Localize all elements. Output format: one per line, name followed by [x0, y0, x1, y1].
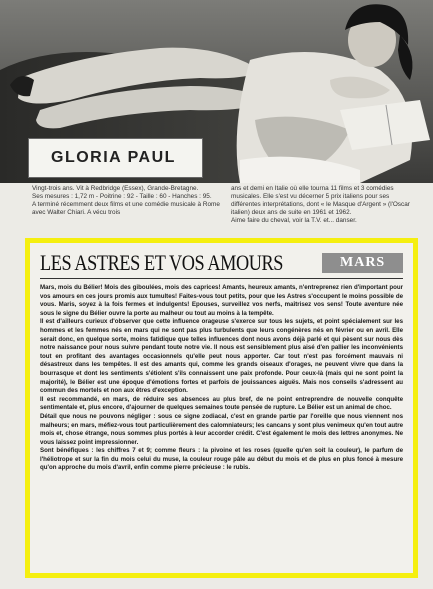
caption-paragraph: A terminé récemment deux films et une comédie musicale à Rome avec Walter Chiari. A vécu trois — [32, 201, 220, 217]
photo-gloria-paul — [0, 0, 433, 183]
caption-paragraph: ans et demi en Italie où elle tourna 11 films et 3 comédies musicales. Elle s'est vu décerner 5 prix italiens pour ses différentes interprétations, dont « le Masque d'Argent » (l'Oscar italien) deux ans de suite en 1961 et 1962. — [231, 185, 410, 217]
article-header — [40, 251, 403, 279]
model-name: GLORIA PAUL — [51, 149, 176, 166]
month-badge: MARS — [322, 253, 403, 273]
caption-paragraph: Vingt-trois ans. Vit à Redbridge (Essex), Grande-Bretagne. — [32, 185, 199, 192]
article-paragraph: Il est d'ailleurs curieux d'observer que cette influence orageuse s'exerce sur tous les sujets, et point spécialement sur les hommes et les femmes nés en mars qui ne sont pas plus turbulents que leurs congénères nés en février ou en avril. Elle serait donc, en quelque sorte, moins fatidique que telles influences dont nous avons déjà parlé et qui pèsent sur nous dès notre naissance pour nous suivre pendant toute notre vie. Il nous est sensiblement plus aisé d'en pallier les inconvénients tout en profitant des avantages occasionnels qu'elle peut nous apporter. Car tout n'est pas forcément mauvais ni désastreux dans les tempêtes. Il est des amants qui, comme les grands oiseaux d'orages, ne peuvent vivre que dans la bourrasque et dont les sentiments s'étiolent s'ils connaissent une paix profonde. Pour ceux-là (mais qui ne sont point la majorité), le Bélier est une époque d'émotions fortes et parfois de jouissances aiguës. Mais nos conseils s'adressent au commun des mortels et non aux êtres d'exception. — [40, 318, 403, 395]
article-paragraph: Il est recommandé, en mars, de réduire ses absences au plus bref, de ne point entreprendre de nouvelle conquête sentimentale et, plus encore, d'ajourner de quelques semaines toute pensée de rupture. Le Bélier est un animal de choc. — [40, 395, 403, 412]
caption-right-column — [231, 185, 411, 225]
article-body — [40, 284, 403, 473]
article-paragraph: Mars, mois du Bélier! Mois des giboulées, mois des caprices! Amants, heureux amants, n'entreprenez rien d'important pour vos amours en ces jours promis aux tumultes! Faites-vous tout petits, pour que les Astres s'occupent le moins possible de vous. Maris, soyez à la fois fermes et indulgents! Epouses, surveillez vos nerfs, maîtrisez vos sens! Toute aventure née sous le signe du Bélier ouvre la porte au malheur ou tout au moins à la tempête. — [40, 284, 403, 317]
caption-paragraph: Ses mesures : 1,72 m - Poitrine : 92 - Taille : 60 - Hanches : 95. — [32, 193, 212, 201]
horoscope-article — [25, 238, 418, 578]
article-paragraph: Sont bénéfiques : les chiffres 7 et 9; comme fleurs : la pivoine et les roses (quelle qu'en soit la couleur), le parfum de l'héliotrope et sur la fin du mois celui du muse, la couleur rouge pâle au début du mois et de plus en plus foncé à mesure qu'on approche du mois d'avril, enfin comme pierre précieuse : le rubis. — [40, 447, 403, 472]
caption-left-column — [32, 185, 222, 217]
name-caption-box — [28, 138, 203, 178]
caption-paragraph: Aime faire du cheval, voir la T.V. et... danser. — [231, 217, 357, 225]
article-paragraph: Détail que nous ne pouvons négliger : sous ce signe zodiacal, c'est en grande partie par l'oreille que nous viennent nos malheurs; en mars, méfiez-vous tout particulièrement des calomniateurs; les cancans y sont plus venimeux qu'en tout autre mois et, chose étrange, nous sommes plus portés à leur accorder crédit. C'est également le mois des lettres anonymes. Ne vous laissez point impressionner. — [40, 412, 403, 446]
article-title: LES ASTRES ET VOS AMOURS — [40, 250, 284, 275]
